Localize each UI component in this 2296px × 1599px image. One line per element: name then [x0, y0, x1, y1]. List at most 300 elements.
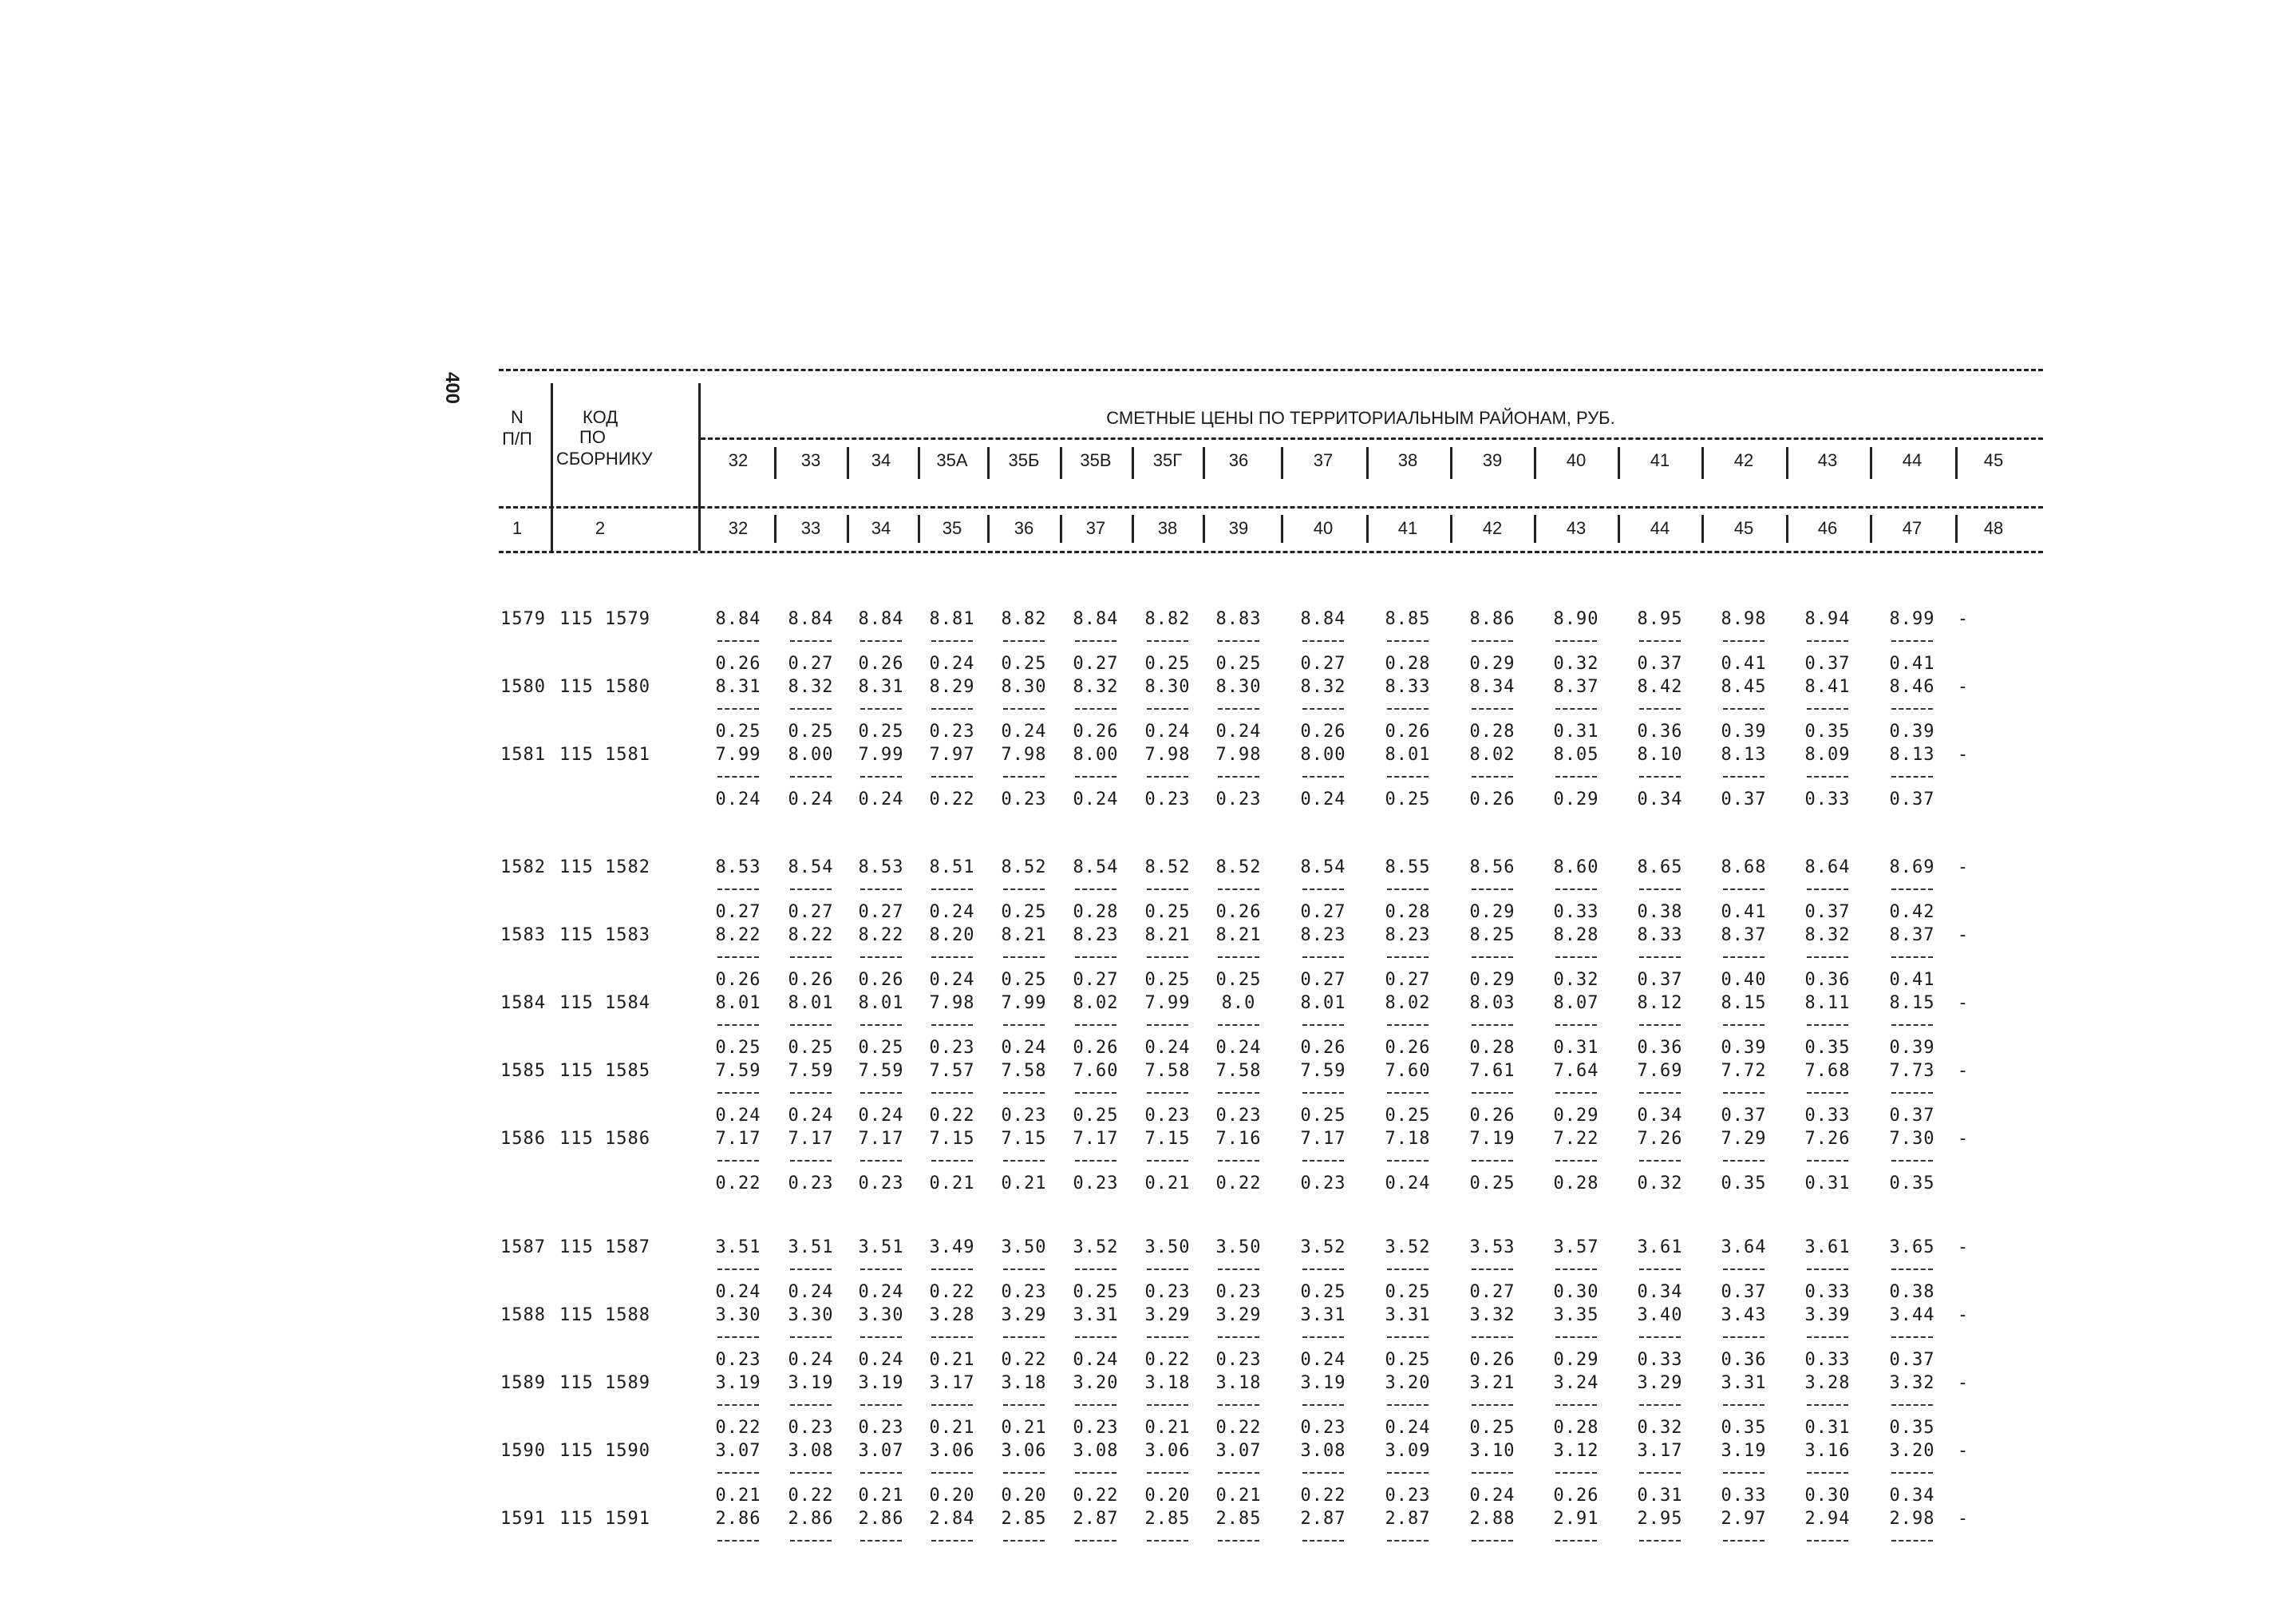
fraction-dash — [790, 776, 832, 778]
price-subvalue: 0.22 — [1144, 1350, 1191, 1370]
fraction-dash — [1472, 1024, 1513, 1026]
price-subvalue: 0.20 — [929, 1486, 975, 1506]
fraction-dash — [717, 1540, 759, 1542]
col-number: 39 — [1228, 518, 1249, 538]
fraction-dash — [1891, 1092, 1933, 1094]
price-value: 3.30 — [788, 1305, 834, 1325]
price-subvalue: 0.33 — [1804, 1350, 1851, 1370]
fraction-dash — [1891, 1160, 1933, 1162]
region-divider-lower — [918, 515, 920, 543]
price-subvalue: 0.37 — [1889, 790, 1935, 809]
fraction-dash — [1472, 1472, 1513, 1474]
fraction-dash — [860, 889, 902, 890]
fraction-dash — [790, 1024, 832, 1026]
price-subvalue: 0.21 — [1144, 1418, 1191, 1438]
fraction-dash — [1147, 640, 1188, 642]
price-subvalue: 0.24 — [1001, 722, 1047, 742]
price-value: 3.07 — [858, 1441, 904, 1461]
price-value: 3.32 — [1469, 1305, 1516, 1325]
row-code: 115 1587 — [559, 1237, 650, 1257]
fraction-dash — [1302, 956, 1344, 958]
price-value: 8.31 — [715, 677, 761, 697]
price-subvalue: 0.22 — [929, 790, 975, 809]
price-value: 2.95 — [1637, 1509, 1683, 1529]
price-subvalue: 0.27 — [788, 654, 834, 674]
region-code: 42 — [1733, 450, 1754, 470]
region-code: 40 — [1566, 450, 1587, 470]
price-subvalue: 0.23 — [1300, 1174, 1346, 1193]
fraction-dash — [1075, 956, 1116, 958]
fraction-dash — [1075, 1269, 1116, 1270]
price-value: 3.17 — [1637, 1441, 1683, 1461]
region-code: 35Г — [1152, 450, 1183, 470]
col-number: 42 — [1482, 518, 1503, 538]
region-divider-upper — [987, 447, 990, 479]
price-subvalue: 0.27 — [1300, 902, 1346, 922]
price-subvalue: 0.23 — [1001, 1106, 1047, 1126]
price-value: 8.55 — [1385, 857, 1431, 877]
price-value: 8.10 — [1637, 745, 1683, 765]
price-subvalue: 0.35 — [1889, 1418, 1935, 1438]
fraction-dash — [1807, 1540, 1848, 1542]
price-value: 8.51 — [929, 857, 975, 877]
price-value: 2.98 — [1889, 1509, 1935, 1529]
price-value: 3.08 — [1300, 1441, 1346, 1461]
price-subvalue: 0.24 — [1300, 790, 1346, 809]
row-number: 1590 — [500, 1441, 546, 1461]
fraction-dash — [931, 1336, 973, 1338]
price-subvalue: 0.26 — [1553, 1486, 1599, 1506]
price-subvalue: 0.21 — [1001, 1174, 1047, 1193]
region-code: 35В — [1080, 450, 1112, 470]
price-value: 7.97 — [929, 745, 975, 765]
price-subvalue: 0.38 — [1889, 1282, 1935, 1302]
price-value: 8.23 — [1385, 925, 1431, 945]
price-subvalue: 0.23 — [929, 722, 975, 742]
fraction-dash — [1472, 1092, 1513, 1094]
price-value: 3.08 — [1073, 1441, 1119, 1461]
price-subvalue: 0.25 — [1300, 1282, 1346, 1302]
row-number: 1584 — [500, 993, 546, 1013]
fraction-dash — [931, 889, 973, 890]
region-divider-lower — [1786, 515, 1788, 543]
price-subvalue: 0.24 — [1215, 1038, 1262, 1058]
price-subvalue: 0.31 — [1553, 722, 1599, 742]
header-top-rule — [499, 369, 2043, 371]
fraction-dash — [1302, 1404, 1344, 1406]
fraction-dash — [1807, 1472, 1848, 1474]
fraction-dash — [1891, 708, 1933, 710]
price-subvalue: 0.33 — [1721, 1486, 1767, 1506]
col-divider-n — [551, 383, 553, 551]
price-value: 7.15 — [1001, 1129, 1047, 1149]
price-value: 8.0 — [1221, 993, 1256, 1013]
row-code: 115 1581 — [559, 745, 650, 765]
price-value: 8.33 — [1385, 677, 1431, 697]
price-subvalue: 0.26 — [1300, 1038, 1346, 1058]
price-value: 8.23 — [1073, 925, 1119, 945]
price-value: 8.20 — [929, 925, 975, 945]
row-code: 115 1582 — [559, 857, 650, 877]
fraction-dash — [1555, 1269, 1597, 1270]
fraction-dash — [790, 1092, 832, 1094]
fraction-dash — [1639, 1269, 1681, 1270]
fraction-dash — [1472, 1404, 1513, 1406]
price-subvalue: 0.25 — [1144, 902, 1191, 922]
row-number: 1579 — [500, 609, 546, 629]
price-subvalue: 0.25 — [858, 722, 904, 742]
fraction-dash — [1387, 1092, 1429, 1094]
price-subvalue: 0.25 — [858, 1038, 904, 1058]
fraction-dash — [1639, 1472, 1681, 1474]
price-subvalue: 0.24 — [858, 1282, 904, 1302]
fraction-dash — [1807, 889, 1848, 890]
fraction-dash — [1218, 708, 1259, 710]
price-value: 3.29 — [1144, 1305, 1191, 1325]
price-value: 7.19 — [1469, 1129, 1516, 1149]
fraction-dash — [1147, 1404, 1188, 1406]
col-number: 41 — [1397, 518, 1418, 538]
fraction-dash — [1218, 1024, 1259, 1026]
price-value: 8.82 — [1001, 609, 1047, 629]
price-value: 7.17 — [715, 1129, 761, 1149]
price-value: 7.73 — [1889, 1061, 1935, 1081]
price-subvalue: 0.41 — [1721, 654, 1767, 674]
price-subvalue: 0.25 — [1001, 902, 1047, 922]
price-subvalue: 0.33 — [1804, 790, 1851, 809]
price-value: 3.18 — [1144, 1373, 1191, 1393]
price-value: 7.17 — [858, 1129, 904, 1149]
price-subvalue: 0.25 — [715, 1038, 761, 1058]
price-value: 3.24 — [1553, 1373, 1599, 1393]
fraction-dash — [717, 1336, 759, 1338]
row-code: 115 1588 — [559, 1305, 650, 1325]
fraction-dash — [1302, 776, 1344, 778]
price-subvalue: 0.28 — [1073, 902, 1119, 922]
fraction-dash — [1639, 1092, 1681, 1094]
last-col-dash: - — [1957, 1061, 1970, 1081]
price-value: 3.06 — [929, 1441, 975, 1461]
fraction-dash — [1723, 1024, 1764, 1026]
fraction-dash — [1639, 708, 1681, 710]
col-number: 33 — [800, 518, 821, 538]
price-subvalue: 0.36 — [1804, 970, 1851, 990]
region-divider-lower — [1534, 515, 1536, 543]
fraction-dash — [860, 640, 902, 642]
region-code: 33 — [800, 450, 821, 470]
page-number: 400 — [441, 371, 463, 405]
fraction-dash — [1723, 640, 1764, 642]
col-number: 38 — [1157, 518, 1178, 538]
fraction-dash — [1555, 708, 1597, 710]
price-subvalue: 0.39 — [1889, 1038, 1935, 1058]
price-subvalue: 0.26 — [1073, 1038, 1119, 1058]
fraction-dash — [790, 889, 832, 890]
price-value: 3.09 — [1385, 1441, 1431, 1461]
fraction-dash — [1003, 776, 1045, 778]
price-subvalue: 0.22 — [1215, 1174, 1262, 1193]
region-code: 35Б — [1008, 450, 1040, 470]
price-value: 7.58 — [1001, 1061, 1047, 1081]
price-subvalue: 0.21 — [1001, 1418, 1047, 1438]
last-col-dash: - — [1957, 609, 1970, 629]
region-divider-upper — [1786, 447, 1788, 479]
price-value: 3.18 — [1001, 1373, 1047, 1393]
price-value: 3.29 — [1215, 1305, 1262, 1325]
price-value: 8.11 — [1804, 993, 1851, 1013]
last-col-dash: - — [1957, 993, 1970, 1013]
price-subvalue: 0.21 — [929, 1418, 975, 1438]
region-code: 36 — [1228, 450, 1249, 470]
price-value: 2.94 — [1804, 1509, 1851, 1529]
fraction-dash — [1472, 708, 1513, 710]
price-value: 8.32 — [1300, 677, 1346, 697]
region-divider-upper — [1060, 447, 1062, 479]
price-subvalue: 0.25 — [1215, 970, 1262, 990]
price-subvalue: 0.33 — [1804, 1282, 1851, 1302]
price-subvalue: 0.37 — [1804, 654, 1851, 674]
price-subvalue: 0.25 — [788, 722, 834, 742]
fraction-dash — [1218, 1540, 1259, 1542]
fraction-dash — [1147, 1160, 1188, 1162]
price-value: 7.98 — [1215, 745, 1262, 765]
price-value: 3.43 — [1721, 1305, 1767, 1325]
fraction-dash — [1891, 1540, 1933, 1542]
fraction-dash — [1472, 640, 1513, 642]
fraction-dash — [1302, 1472, 1344, 1474]
price-subvalue: 0.34 — [1637, 1106, 1683, 1126]
price-value: 7.99 — [1001, 993, 1047, 1013]
price-subvalue: 0.26 — [1385, 722, 1431, 742]
fraction-dash — [860, 1404, 902, 1406]
price-value: 3.31 — [1721, 1373, 1767, 1393]
fraction-dash — [1555, 1404, 1597, 1406]
price-value: 7.59 — [788, 1061, 834, 1081]
fraction-dash — [860, 1269, 902, 1270]
fraction-dash — [1387, 776, 1429, 778]
price-value: 2.85 — [1001, 1509, 1047, 1529]
row-number: 1581 — [500, 745, 546, 765]
price-value: 7.60 — [1385, 1061, 1431, 1081]
fraction-dash — [1807, 708, 1848, 710]
price-subvalue: 0.25 — [1073, 1106, 1119, 1126]
price-subvalue: 0.24 — [1001, 1038, 1047, 1058]
price-value: 3.64 — [1721, 1237, 1767, 1257]
price-value: 8.01 — [1385, 745, 1431, 765]
price-value: 7.29 — [1721, 1129, 1767, 1149]
col-n-label: П/П — [502, 429, 532, 449]
fraction-dash — [860, 776, 902, 778]
fraction-dash — [1003, 1404, 1045, 1406]
col-code-label: КОД — [583, 407, 618, 427]
price-value: 3.57 — [1553, 1237, 1599, 1257]
region-divider-lower — [1366, 515, 1369, 543]
price-subvalue: 0.27 — [1385, 970, 1431, 990]
region-divider-upper — [918, 447, 920, 479]
fraction-dash — [1003, 1160, 1045, 1162]
price-value: 2.86 — [788, 1509, 834, 1529]
price-subvalue: 0.35 — [1721, 1418, 1767, 1438]
fraction-dash — [1302, 1024, 1344, 1026]
price-subvalue: 0.24 — [1469, 1486, 1516, 1506]
price-value: 8.15 — [1721, 993, 1767, 1013]
fraction-dash — [1003, 1092, 1045, 1094]
col-code-label: СБОРНИКУ — [556, 449, 653, 469]
fraction-dash — [860, 1472, 902, 1474]
price-subvalue: 0.22 — [1073, 1486, 1119, 1506]
region-code: 35А — [936, 450, 968, 470]
price-subvalue: 0.23 — [1144, 1282, 1191, 1302]
price-value: 3.18 — [1215, 1373, 1262, 1393]
price-subvalue: 0.36 — [1721, 1350, 1767, 1370]
price-subvalue: 0.28 — [1553, 1418, 1599, 1438]
price-value: 7.99 — [1144, 993, 1191, 1013]
row-number: 1582 — [500, 857, 546, 877]
price-value: 8.00 — [788, 745, 834, 765]
price-value: 7.68 — [1804, 1061, 1851, 1081]
price-subvalue: 0.36 — [1637, 1038, 1683, 1058]
price-value: 3.07 — [1215, 1441, 1262, 1461]
price-subvalue: 0.37 — [1804, 902, 1851, 922]
price-value: 7.58 — [1215, 1061, 1262, 1081]
price-value: 8.02 — [1469, 745, 1516, 765]
region-divider-lower — [1618, 515, 1620, 543]
price-value: 3.65 — [1889, 1237, 1935, 1257]
price-value: 8.83 — [1215, 609, 1262, 629]
price-subvalue: 0.41 — [1889, 654, 1935, 674]
price-value: 8.46 — [1889, 677, 1935, 697]
price-subvalue: 0.32 — [1553, 654, 1599, 674]
fraction-dash — [1807, 1404, 1848, 1406]
price-value: 8.03 — [1469, 993, 1516, 1013]
row-number: 1591 — [500, 1509, 546, 1529]
fraction-dash — [1075, 1024, 1116, 1026]
fraction-dash — [1387, 1160, 1429, 1162]
col-number: 2 — [595, 518, 606, 538]
fraction-dash — [1555, 1540, 1597, 1542]
price-value: 8.02 — [1073, 993, 1119, 1013]
price-subvalue: 0.23 — [1073, 1174, 1119, 1193]
last-col-dash: - — [1957, 745, 1970, 765]
price-subvalue: 0.23 — [858, 1174, 904, 1193]
col-number: 1 — [512, 518, 523, 538]
price-subvalue: 0.24 — [1385, 1174, 1431, 1193]
price-subvalue: 0.39 — [1889, 722, 1935, 742]
price-value: 7.59 — [715, 1061, 761, 1081]
fraction-dash — [1075, 708, 1116, 710]
price-value: 3.19 — [1721, 1441, 1767, 1461]
region-divider-upper — [1618, 447, 1620, 479]
price-subvalue: 0.39 — [1721, 1038, 1767, 1058]
price-subvalue: 0.41 — [1721, 902, 1767, 922]
region-divider-lower — [1870, 515, 1872, 543]
price-value: 3.53 — [1469, 1237, 1516, 1257]
price-value: 7.15 — [1144, 1129, 1191, 1149]
fraction-dash — [1891, 1024, 1933, 1026]
fraction-dash — [1218, 640, 1259, 642]
fraction-dash — [1891, 956, 1933, 958]
price-subvalue: 0.34 — [1889, 1486, 1935, 1506]
price-subvalue: 0.23 — [1300, 1418, 1346, 1438]
row-code: 115 1590 — [559, 1441, 650, 1461]
fraction-dash — [1387, 889, 1429, 890]
fraction-dash — [790, 1336, 832, 1338]
fraction-dash — [1075, 776, 1116, 778]
price-value: 8.69 — [1889, 857, 1935, 877]
price-value: 3.52 — [1073, 1237, 1119, 1257]
col-number: 34 — [871, 518, 891, 538]
price-value: 7.30 — [1889, 1129, 1935, 1149]
region-divider-upper — [1203, 447, 1205, 479]
price-value: 8.82 — [1144, 609, 1191, 629]
fraction-dash — [1147, 708, 1188, 710]
fraction-dash — [1472, 1336, 1513, 1338]
price-value: 3.20 — [1073, 1373, 1119, 1393]
price-value: 7.57 — [929, 1061, 975, 1081]
fraction-dash — [931, 1404, 973, 1406]
price-value: 8.37 — [1553, 677, 1599, 697]
price-value: 7.98 — [929, 993, 975, 1013]
price-value: 8.52 — [1215, 857, 1262, 877]
price-subvalue: 0.33 — [1637, 1350, 1683, 1370]
price-subvalue: 0.28 — [1469, 722, 1516, 742]
price-value: 8.21 — [1144, 925, 1191, 945]
price-value: 7.59 — [858, 1061, 904, 1081]
fraction-dash — [1807, 1160, 1848, 1162]
region-divider-lower — [1132, 515, 1134, 543]
price-subvalue: 0.35 — [1889, 1174, 1935, 1193]
col-number: 37 — [1085, 518, 1106, 538]
fraction-dash — [1387, 708, 1429, 710]
price-value: 7.22 — [1553, 1129, 1599, 1149]
last-col-dash: - — [1957, 1237, 1970, 1257]
price-subvalue: 0.24 — [1144, 722, 1191, 742]
price-value: 3.20 — [1385, 1373, 1431, 1393]
price-value: 8.65 — [1637, 857, 1683, 877]
fraction-dash — [1147, 1472, 1188, 1474]
region-divider-lower — [1450, 515, 1452, 543]
price-value: 8.68 — [1721, 857, 1767, 877]
price-value: 8.32 — [1073, 677, 1119, 697]
price-subvalue: 0.26 — [1300, 722, 1346, 742]
fraction-dash — [1723, 1540, 1764, 1542]
fraction-dash — [1639, 1404, 1681, 1406]
price-value: 3.51 — [858, 1237, 904, 1257]
fraction-dash — [860, 708, 902, 710]
row-number: 1589 — [500, 1373, 546, 1393]
price-value: 8.32 — [788, 677, 834, 697]
price-value: 7.99 — [715, 745, 761, 765]
region-code: 37 — [1313, 450, 1334, 470]
price-subvalue: 0.23 — [1215, 1350, 1262, 1370]
price-subvalue: 0.35 — [1721, 1174, 1767, 1193]
region-divider-upper — [1701, 447, 1704, 479]
fraction-dash — [1075, 1160, 1116, 1162]
price-subvalue: 0.25 — [788, 1038, 834, 1058]
price-subvalue: 0.24 — [858, 1350, 904, 1370]
fraction-dash — [1302, 1269, 1344, 1270]
col-number: 40 — [1313, 518, 1334, 538]
fraction-dash — [1075, 640, 1116, 642]
fraction-dash — [1891, 1472, 1933, 1474]
fraction-dash — [1075, 889, 1116, 890]
price-value: 8.84 — [788, 609, 834, 629]
fraction-dash — [931, 1269, 973, 1270]
price-value: 8.37 — [1721, 925, 1767, 945]
fraction-dash — [1555, 640, 1597, 642]
price-value: 3.08 — [788, 1441, 834, 1461]
price-subvalue: 0.33 — [1553, 902, 1599, 922]
